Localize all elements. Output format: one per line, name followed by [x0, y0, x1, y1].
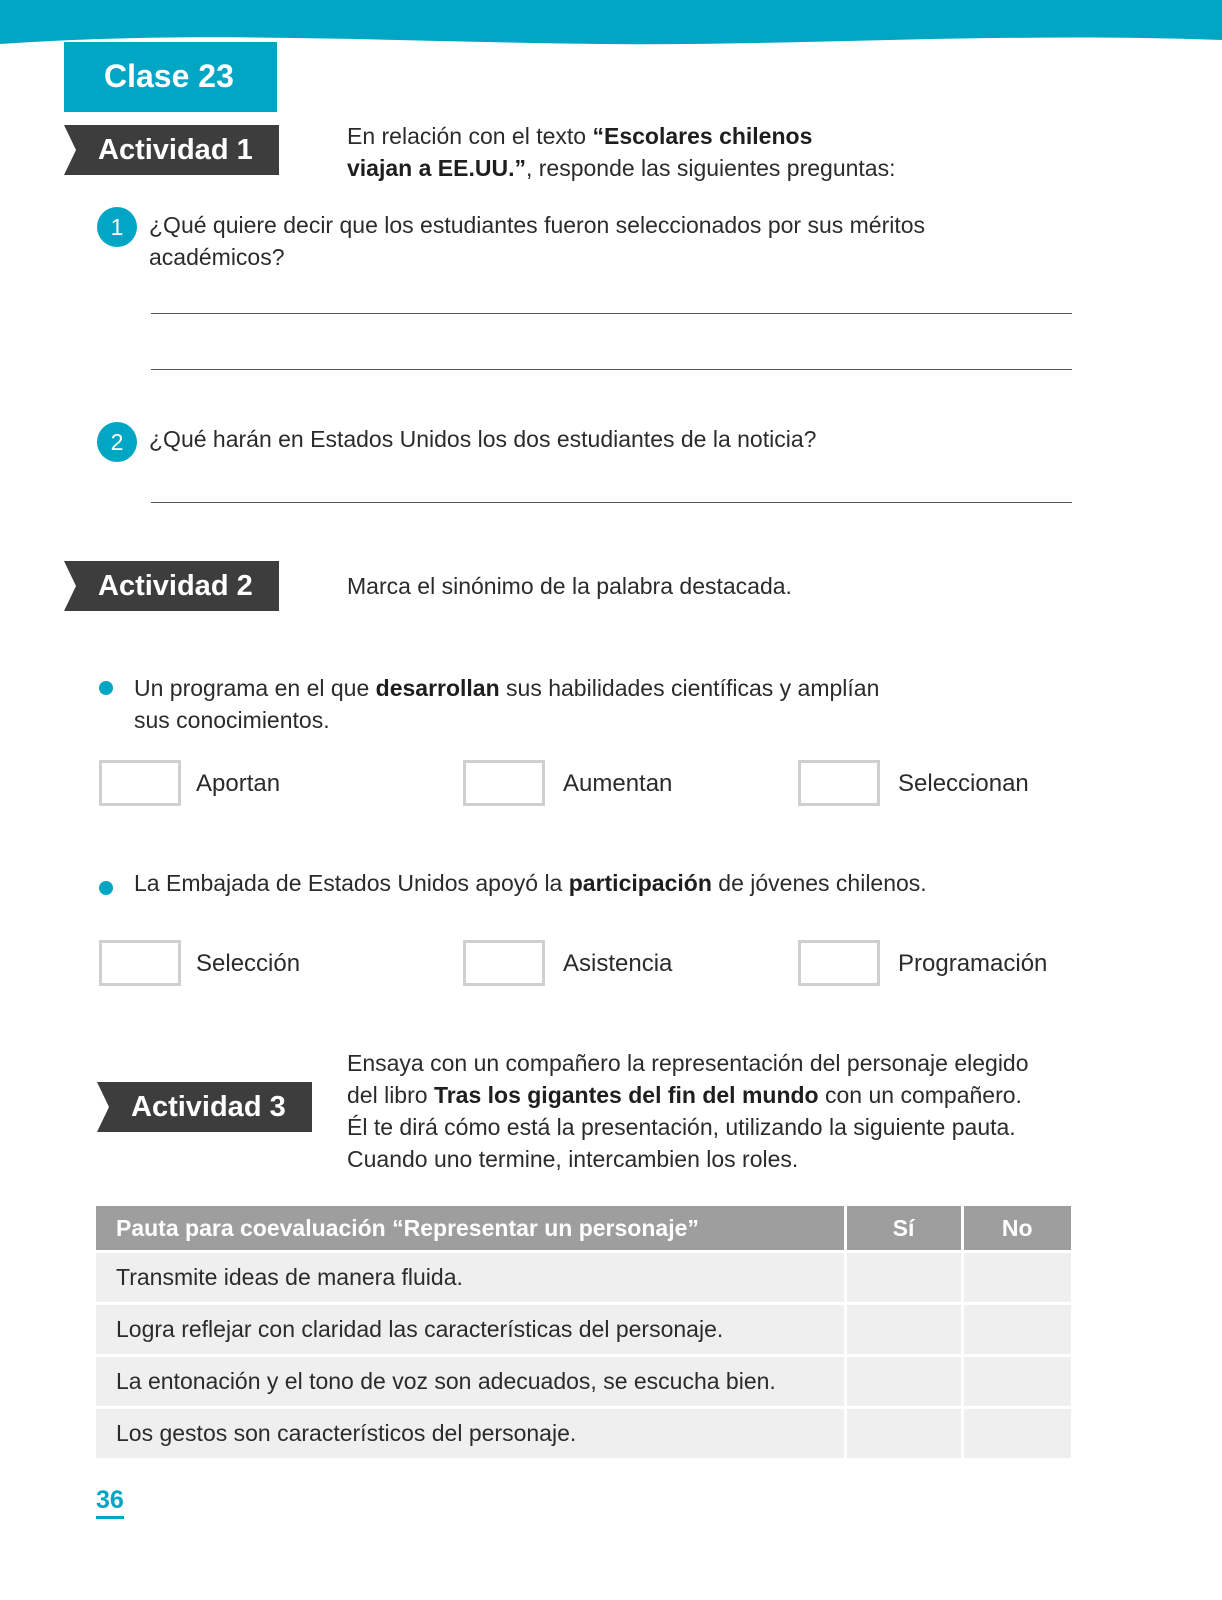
checkbox-programacion[interactable] [798, 940, 880, 986]
option-programacion: Programación [898, 950, 1048, 977]
actividad-1-label: Actividad 1 [98, 134, 253, 166]
answer-line-2[interactable] [151, 502, 1072, 503]
option-seleccionan: Seleccionan [898, 770, 1029, 797]
coevaluation-table [96, 1206, 1071, 1458]
checkbox-aportan[interactable] [99, 760, 181, 806]
no-cell[interactable] [962, 1252, 1071, 1304]
checkbox-seleccion[interactable] [99, 940, 181, 986]
actividad-1-intro [347, 120, 1107, 184]
item-2-sentence [134, 867, 1034, 899]
header-pauta: Pauta para coevaluación “Representar un personaje” [96, 1206, 845, 1252]
intro-text-title-2: viajan a EE.UU.” [347, 155, 526, 181]
si-cell[interactable] [845, 1304, 962, 1356]
si-cell[interactable] [845, 1408, 962, 1459]
criterion-cell: Los gestos son característicos del personaje. [96, 1408, 845, 1459]
act3-line2-post: con un compañero. [818, 1082, 1022, 1108]
table-row [96, 1304, 1071, 1356]
question-1-line2: académicos? [149, 244, 285, 270]
criterion-cell: Transmite ideas de manera fluida. [96, 1252, 845, 1304]
answer-line-1a[interactable] [151, 313, 1072, 314]
act3-line2-pre: del libro [347, 1082, 434, 1108]
actividad-1-badge [64, 125, 279, 175]
intro-text-d: , responde las siguientes preguntas: [525, 155, 896, 181]
actividad-2-instruction: Marca el sinónimo de la palabra destacada. [347, 573, 792, 599]
checkbox-asistencia[interactable] [463, 940, 545, 986]
item-1-highlight: desarrollan [375, 675, 500, 701]
checkbox-aumentan[interactable] [463, 760, 545, 806]
question-2-number: 2 [97, 422, 137, 462]
table-row [96, 1252, 1071, 1304]
act3-book-title: Tras los gigantes del fin del mundo [433, 1082, 819, 1108]
si-cell[interactable] [845, 1252, 962, 1304]
intro-text-title-1: “Escolares chilenos [592, 123, 813, 149]
table-row [96, 1408, 1071, 1459]
si-cell[interactable] [845, 1356, 962, 1408]
act3-line1: Ensaya con un compañero la representación del personaje elegido [347, 1050, 1029, 1076]
act3-line3: Él te dirá cómo está la presentación, utilizando la siguiente pauta. [347, 1114, 1016, 1140]
question-2-text: ¿Qué harán en Estados Unidos los dos estudiantes de la noticia? [149, 426, 817, 452]
item-2-pre: La Embajada de Estados Unidos apoyó la [134, 870, 569, 896]
item-2-post: de jóvenes chilenos. [711, 870, 927, 896]
no-cell[interactable] [962, 1304, 1071, 1356]
page-number: 36 [96, 1485, 124, 1519]
no-cell[interactable] [962, 1356, 1071, 1408]
bullet-dot [99, 881, 113, 895]
answer-line-1b[interactable] [151, 369, 1072, 370]
no-cell[interactable] [962, 1408, 1071, 1459]
item-1-post: sus habilidades científicas y amplían [499, 675, 880, 701]
actividad-2-badge [64, 561, 279, 611]
item-2-highlight: participación [568, 870, 712, 896]
checkbox-seleccionan[interactable] [798, 760, 880, 806]
actividad-3-label: Actividad 3 [131, 1091, 286, 1123]
item-1-sentence [134, 672, 1034, 736]
header-si: Sí [845, 1206, 962, 1252]
question-1-line1: ¿Qué quiere decir que los estudiantes fueron seleccionados por sus méritos [149, 212, 926, 238]
criterion-cell: Logra reflejar con claridad las características del personaje. [96, 1304, 845, 1356]
actividad-2-label: Actividad 2 [98, 570, 253, 602]
clase-tab: Clase 23 [64, 42, 277, 112]
header-no: No [962, 1206, 1071, 1252]
option-asistencia: Asistencia [563, 950, 673, 977]
bullet-dot [99, 681, 113, 695]
option-aportan: Aportan [196, 770, 281, 797]
criterion-cell: La entonación y el tono de voz son adecuados, se escucha bien. [96, 1356, 845, 1408]
option-seleccion: Selección [196, 950, 301, 977]
item-1-pre: Un programa en el que [134, 675, 376, 701]
table-header-row [96, 1206, 1071, 1252]
actividad-3-instructions [347, 1047, 1207, 1175]
act3-line4: Cuando uno termine, intercambien los roles. [347, 1146, 799, 1172]
question-1-number: 1 [97, 207, 137, 247]
table-row [96, 1356, 1071, 1408]
actividad-3-badge [97, 1082, 312, 1132]
intro-text-a: En relación con el texto [347, 123, 593, 149]
question-1-text [149, 209, 1049, 273]
option-aumentan: Aumentan [563, 770, 673, 797]
item-1-line2: sus conocimientos. [134, 707, 330, 733]
